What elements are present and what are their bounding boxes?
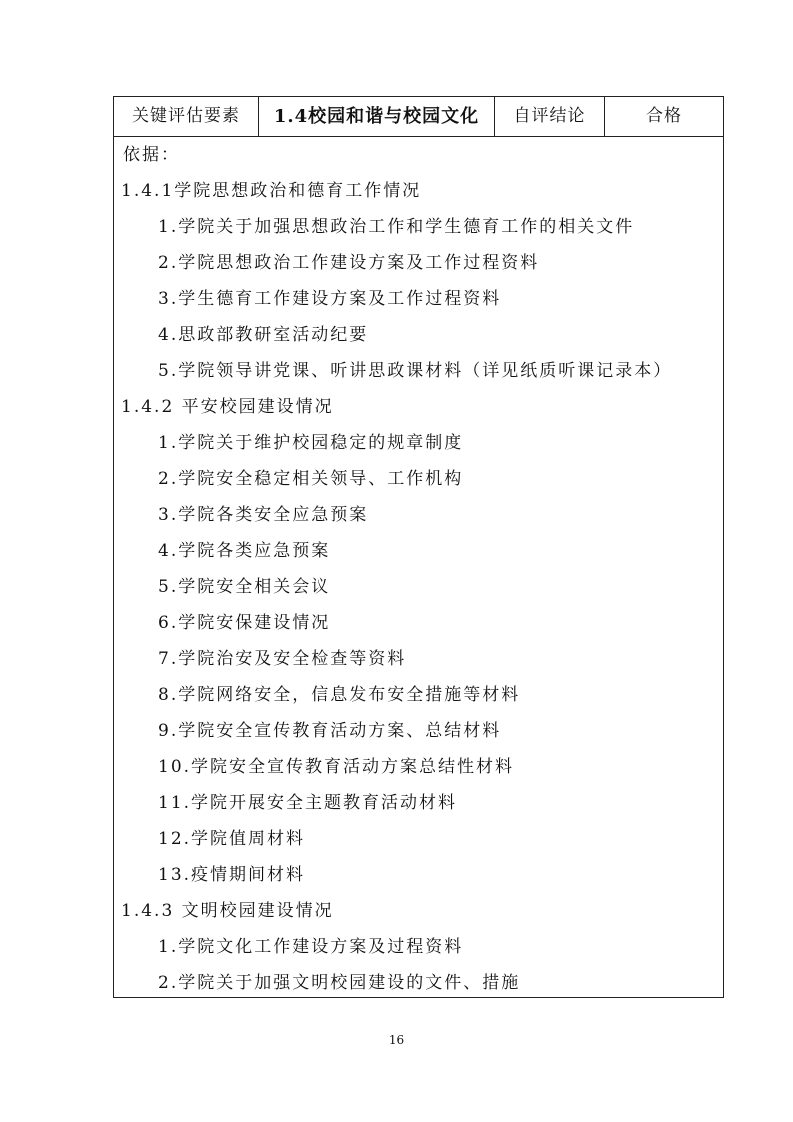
list-item: 12.学院值周材料: [158, 829, 306, 849]
list-item: 2.学院安全稳定相关领导、工作机构: [158, 469, 464, 489]
self-evaluation-label: 自评结论: [495, 97, 605, 136]
list-item: 11.学院开展安全主题教育活动材料: [158, 793, 458, 813]
list-item: 2.学院思想政治工作建设方案及工作过程资料: [158, 253, 540, 273]
list-item: 3.学院各类安全应急预案: [158, 505, 369, 525]
list-item: 4.学院各类应急预案: [158, 541, 331, 561]
page-number: 16: [388, 1033, 405, 1047]
list-item: 9.学院安全宣传教育活动方案、总结材料: [158, 721, 502, 741]
list-item: 5.学院安全相关会议: [158, 577, 331, 597]
self-evaluation-value: 合格: [646, 106, 682, 126]
section-title: 1.4.2 平安校园建设情况: [121, 397, 334, 417]
list-item: 3.学生德育工作建设方案及工作过程资料: [158, 289, 502, 309]
list-item: 1.学院关于维护校园稳定的规章制度: [158, 433, 464, 453]
list-item: 7.学院治安及安全检查等资料: [158, 649, 407, 669]
list-item: 13.疫情期间材料: [158, 865, 306, 885]
list-item: 8.学院网络安全，信息发布安全措施等材料: [158, 685, 521, 705]
section-title: 1.4.3 文明校园建设情况: [121, 901, 334, 921]
list-item: 5.学院领导讲党课、听讲思政课材料（详见纸质听课记录本）: [158, 361, 673, 381]
list-item: 4.思政部教研室活动纪要: [158, 325, 369, 345]
list-item: 1.学院关于加强思想政治工作和学生德育工作的相关文件: [158, 217, 635, 237]
section-title: 1.4.1学院思想政治和德育工作情况: [121, 181, 422, 201]
key-element-label: 关键评估要素: [114, 97, 259, 136]
list-item: 6.学院安保建设情况: [158, 613, 331, 633]
table-header-row: [114, 97, 723, 137]
list-item: 2.学院关于加强文明校园建设的文件、措施: [158, 973, 521, 993]
list-item: 10.学院安全宣传教育活动方案总结性材料: [158, 757, 515, 777]
evaluation-table: [113, 96, 724, 998]
basis-label: 依据：: [123, 145, 180, 165]
list-item: 1.学院文化工作建设方案及过程资料: [158, 937, 464, 957]
key-element-title: 1.4校园和谐与校园文化: [259, 97, 495, 136]
